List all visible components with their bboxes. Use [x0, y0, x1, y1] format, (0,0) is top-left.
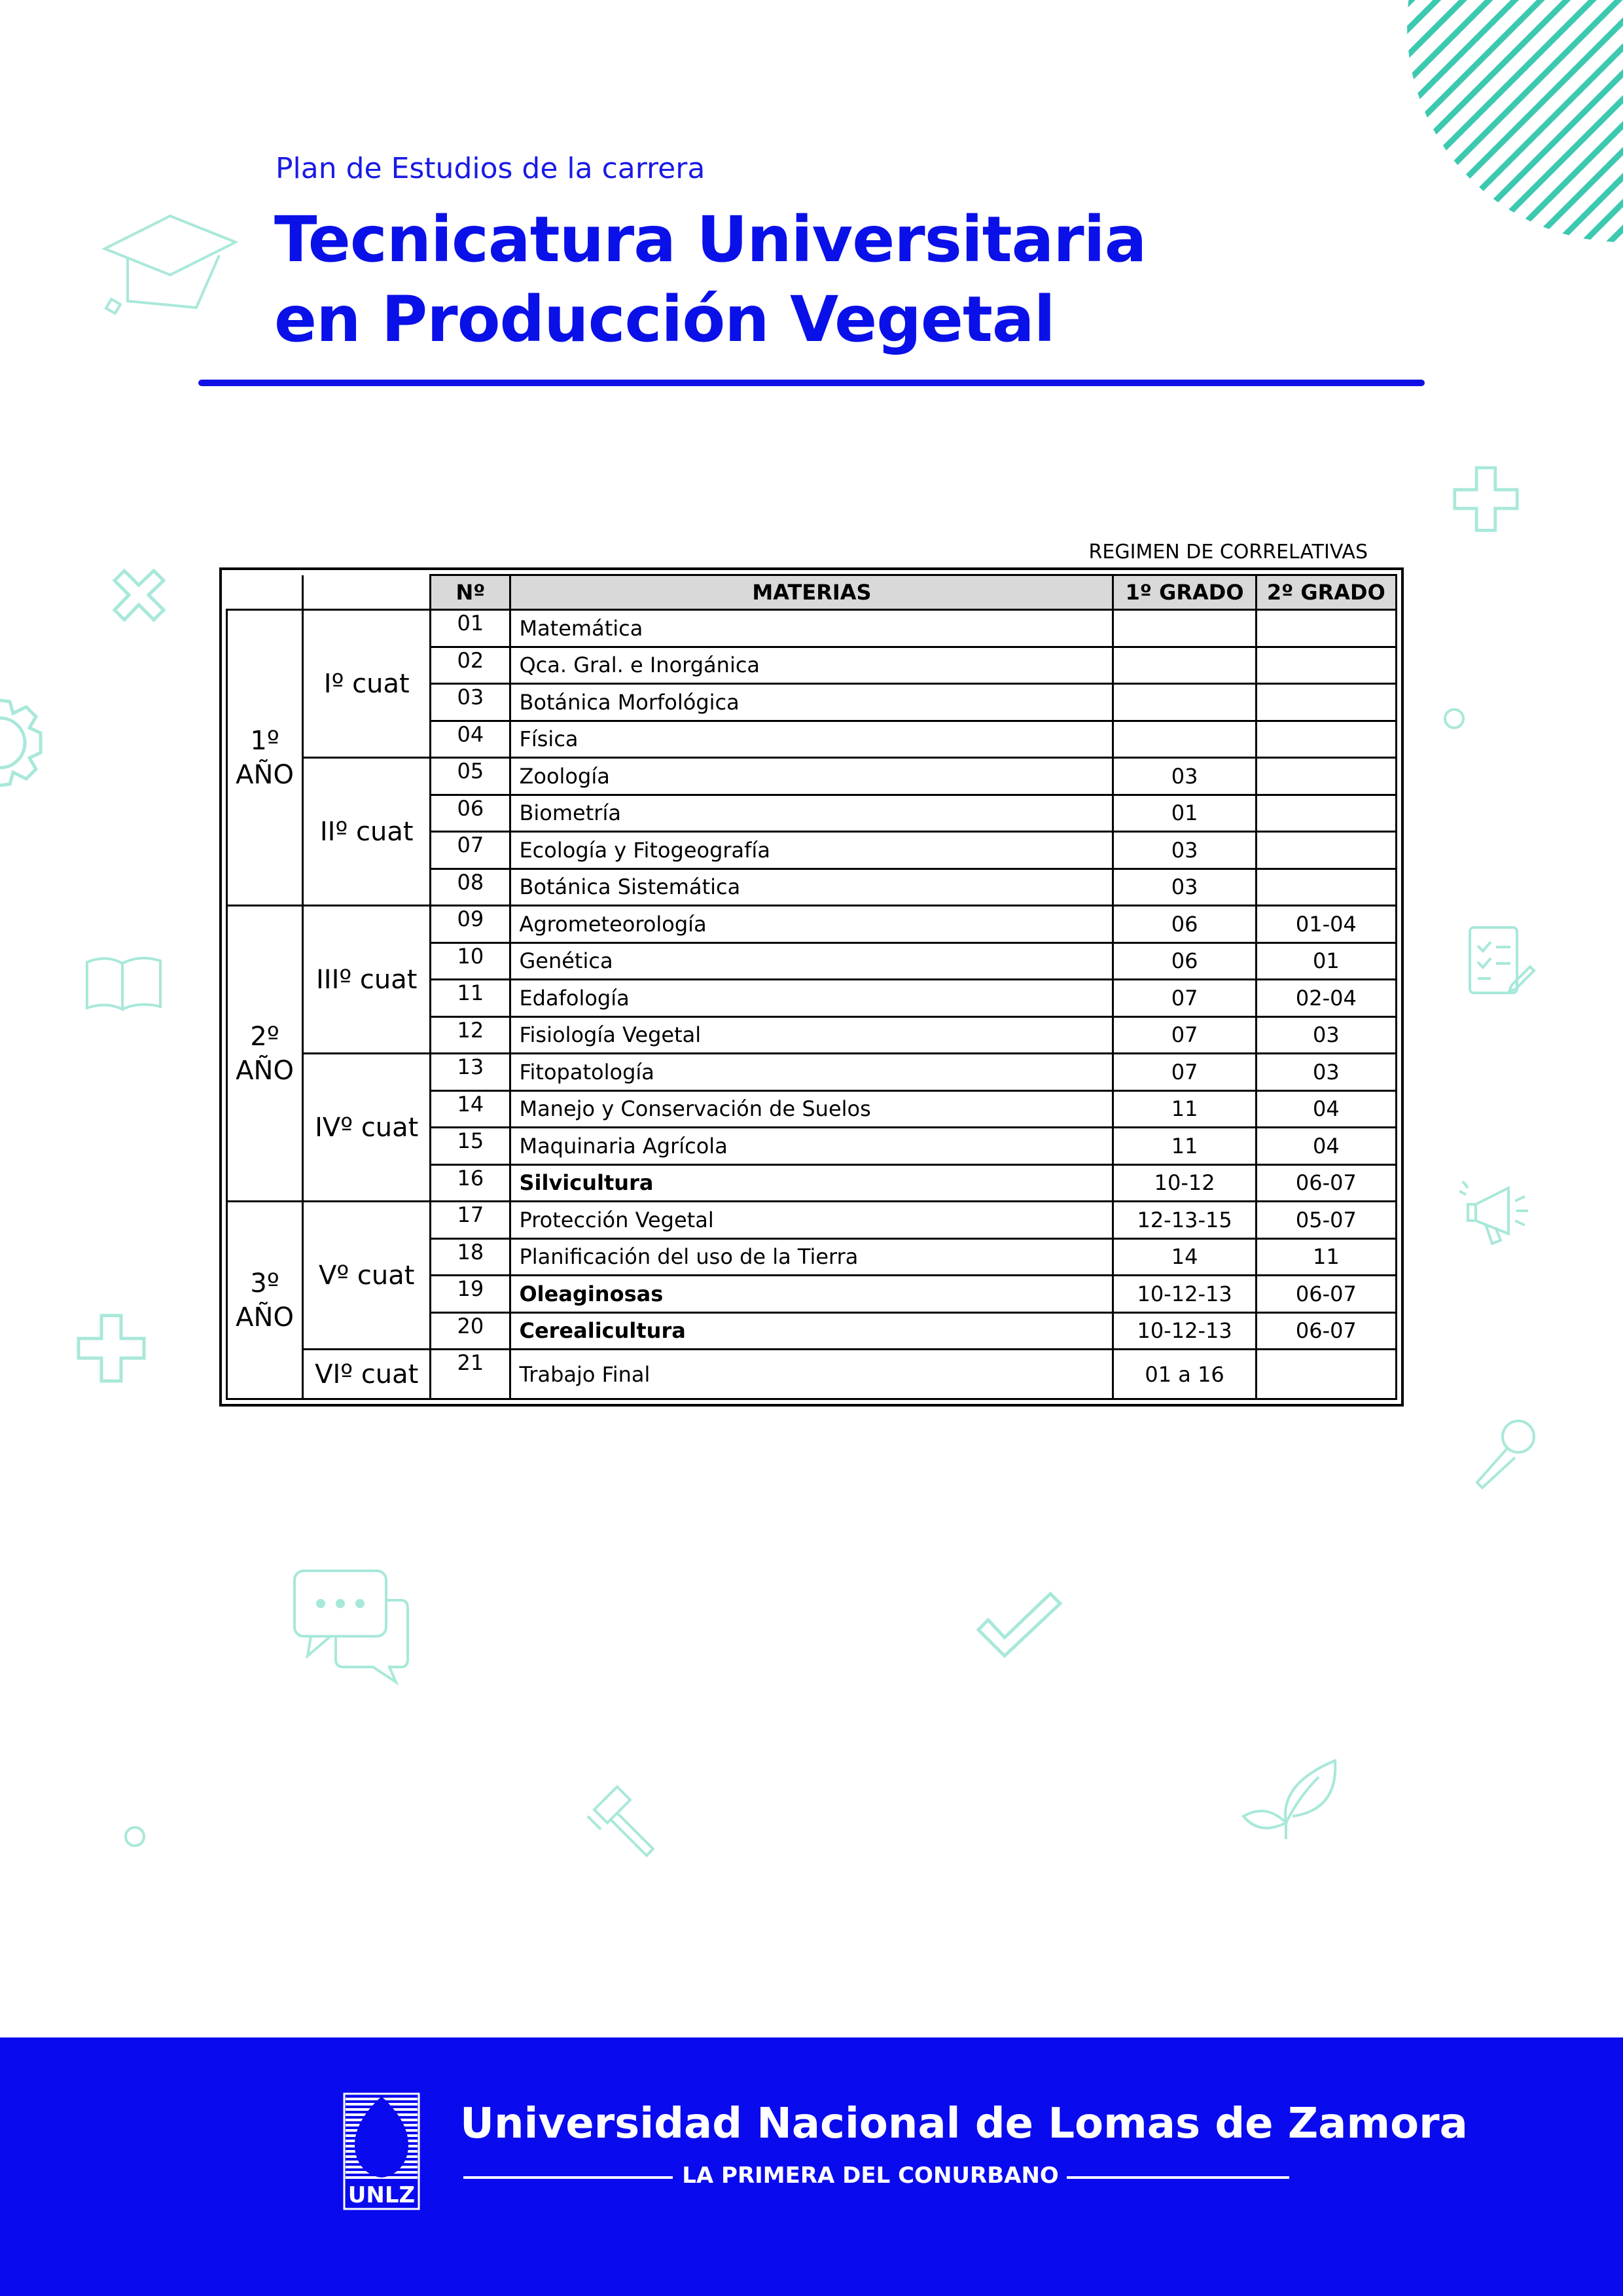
- row-num: 01: [431, 610, 510, 647]
- semester-3-cell: IIIº cuat: [303, 906, 431, 1054]
- logo-text: UNLZ: [348, 2182, 416, 2208]
- row-num: 11: [431, 980, 510, 1017]
- table-row: [227, 1054, 1397, 1091]
- row-grado1: 14: [1113, 1238, 1256, 1276]
- row-name: Manejo y Conservación de Suelos: [510, 1090, 1113, 1128]
- university-name: Universidad Nacional de Lomas de Zamora: [460, 2100, 1468, 2148]
- leaf-icon: [1240, 1757, 1338, 1842]
- row-grado1: 11: [1113, 1128, 1256, 1165]
- row-num: 09: [431, 906, 510, 943]
- row-name: Agrometeorología: [510, 906, 1113, 943]
- checklist-icon: [1465, 920, 1537, 1005]
- row-num: 08: [431, 869, 510, 906]
- open-book-icon: [82, 949, 167, 1014]
- row-num: 02: [431, 647, 510, 684]
- row-grado2: 06-07: [1256, 1312, 1396, 1350]
- row-name: Física: [510, 721, 1113, 758]
- row-name: Trabajo Final: [510, 1350, 1113, 1399]
- checkmark-icon: [975, 1590, 1063, 1659]
- plan-table: [226, 574, 1397, 1400]
- plus-icon: [75, 1312, 147, 1384]
- row-grado1: 07: [1113, 980, 1256, 1017]
- row-num: 15: [431, 1128, 510, 1165]
- blank-cell: [227, 575, 303, 610]
- row-num: 05: [431, 758, 510, 795]
- circle-icon: [1442, 707, 1466, 730]
- semester-4-cell: IVº cuat: [303, 1054, 431, 1202]
- row-grado1: 01 a 16: [1113, 1350, 1256, 1399]
- row-grado1: 03: [1113, 758, 1256, 795]
- circle-icon-small: [123, 1825, 147, 1848]
- row-grado2: 01: [1256, 942, 1396, 980]
- row-grado2: [1256, 721, 1396, 758]
- row-grado1: 10-12-13: [1113, 1312, 1256, 1350]
- table-row: [227, 1202, 1397, 1239]
- row-grado2: 03: [1256, 1016, 1396, 1054]
- row-grado2: 06-07: [1256, 1276, 1396, 1313]
- row-grado2: [1256, 795, 1396, 832]
- row-num: 20: [431, 1312, 510, 1350]
- row-grado2: 01-04: [1256, 906, 1396, 943]
- row-name: Genética: [510, 942, 1113, 980]
- row-name: Biometría: [510, 795, 1113, 832]
- row-num: 18: [431, 1238, 510, 1276]
- row-grado1: 07: [1113, 1016, 1256, 1054]
- col-grado2-header: 2º GRADO: [1256, 575, 1396, 610]
- row-num: 04: [431, 721, 510, 758]
- row-grado1: [1113, 647, 1256, 684]
- row-grado1: 12-13-15: [1113, 1202, 1256, 1239]
- row-name: Fisiología Vegetal: [510, 1016, 1113, 1054]
- row-name: Maquinaria Agrícola: [510, 1128, 1113, 1165]
- motto-line-right: [1067, 2176, 1289, 2179]
- table-row: [227, 758, 1397, 795]
- row-grado1: 07: [1113, 1054, 1256, 1091]
- row-grado1: 01: [1113, 795, 1256, 832]
- plan-table-frame: [219, 567, 1404, 1407]
- row-grado2: 02-04: [1256, 980, 1396, 1017]
- row-grado2: 11: [1256, 1238, 1396, 1276]
- chat-bubbles-icon: [291, 1568, 412, 1685]
- semester-6-cell: VIº cuat: [303, 1350, 431, 1399]
- table-caption: REGIMEN DE CORRELATIVAS: [1088, 541, 1368, 564]
- row-num: 12: [431, 1016, 510, 1054]
- year-3-cell: 3º AÑO: [227, 1202, 303, 1399]
- row-grado2: [1256, 832, 1396, 869]
- row-grado1: 06: [1113, 906, 1256, 943]
- row-grado2: [1256, 684, 1396, 721]
- row-name: Protección Vegetal: [510, 1202, 1113, 1239]
- semester-1-cell: Iº cuat: [303, 610, 431, 758]
- gear-icon: [0, 687, 59, 798]
- row-name: Oleaginosas: [510, 1276, 1113, 1313]
- row-grado2: [1256, 610, 1396, 647]
- row-name: Cerealicultura: [510, 1312, 1113, 1350]
- motto-line-left: [463, 2176, 673, 2179]
- row-name: Botánica Morfológica: [510, 684, 1113, 721]
- plan-subtitle: Plan de Estudios de la carrera: [276, 152, 705, 185]
- row-grado2: 05-07: [1256, 1202, 1396, 1239]
- gavel-icon: [581, 1784, 663, 1862]
- header-divider: [198, 380, 1425, 386]
- col-materias-header: MATERIAS: [510, 575, 1113, 610]
- plus-icon-right: [1452, 465, 1520, 533]
- row-num: 07: [431, 832, 510, 869]
- row-grado1: [1113, 721, 1256, 758]
- row-grado1: 06: [1113, 942, 1256, 980]
- row-grado2: 03: [1256, 1054, 1396, 1091]
- row-name: Planificación del uso de la Tierra: [510, 1238, 1113, 1276]
- title-line-2: en Producción Vegetal: [274, 283, 1055, 356]
- row-grado2: [1256, 1350, 1396, 1399]
- megaphone-icon: [1456, 1172, 1535, 1250]
- table-row: [227, 906, 1397, 943]
- row-grado2: [1256, 869, 1396, 906]
- unlz-logo: [343, 2092, 420, 2210]
- row-grado1: 10-12: [1113, 1164, 1256, 1202]
- row-name: Botánica Sistemática: [510, 869, 1113, 906]
- row-name: Zoología: [510, 758, 1113, 795]
- row-grado1: 10-12-13: [1113, 1276, 1256, 1313]
- row-name: Silvicultura: [510, 1164, 1113, 1202]
- row-num: 03: [431, 684, 510, 721]
- university-motto: LA PRIMERA DEL CONURBANO: [682, 2162, 1059, 2189]
- row-num: 21: [431, 1350, 510, 1399]
- row-num: 10: [431, 942, 510, 980]
- row-name: Edafología: [510, 980, 1113, 1017]
- col-num-header: Nº: [431, 575, 510, 610]
- row-grado1: [1113, 610, 1256, 647]
- row-grado2: [1256, 647, 1396, 684]
- striped-circle-decoration: [1407, 0, 1623, 301]
- row-grado2: 06-07: [1256, 1164, 1396, 1202]
- row-name: Qca. Gral. e Inorgánica: [510, 647, 1113, 684]
- row-grado2: 04: [1256, 1128, 1396, 1165]
- table-header-row: [227, 575, 1397, 610]
- row-num: 19: [431, 1276, 510, 1313]
- row-name: Matemática: [510, 610, 1113, 647]
- blank-cell: [303, 575, 431, 610]
- row-grado2: [1256, 758, 1396, 795]
- graduation-cap-icon: [98, 209, 242, 321]
- row-grado1: 03: [1113, 869, 1256, 906]
- row-grado1: [1113, 684, 1256, 721]
- row-num: 16: [431, 1164, 510, 1202]
- year-2-cell: 2º AÑO: [227, 906, 303, 1202]
- title-line-1: Tecnicatura Universitaria: [274, 203, 1147, 276]
- row-num: 06: [431, 795, 510, 832]
- year-1-cell: 1º AÑO: [227, 610, 303, 906]
- semester-5-cell: Vº cuat: [303, 1202, 431, 1350]
- row-grado1: 03: [1113, 832, 1256, 869]
- semester-2-cell: IIº cuat: [303, 758, 431, 906]
- row-grado1: 11: [1113, 1090, 1256, 1128]
- page-title: [274, 200, 1146, 359]
- col-grado1-header: 1º GRADO: [1113, 575, 1256, 610]
- row-name: Ecología y Fitogeografía: [510, 832, 1113, 869]
- microphone-icon: [1469, 1417, 1541, 1496]
- row-name: Fitopatología: [510, 1054, 1113, 1091]
- table-row: [227, 610, 1397, 647]
- row-grado2: 04: [1256, 1090, 1396, 1128]
- row-num: 14: [431, 1090, 510, 1128]
- x-mark-icon: [108, 564, 170, 626]
- row-num: 17: [431, 1202, 510, 1239]
- row-num: 13: [431, 1054, 510, 1091]
- table-row: [227, 1350, 1397, 1399]
